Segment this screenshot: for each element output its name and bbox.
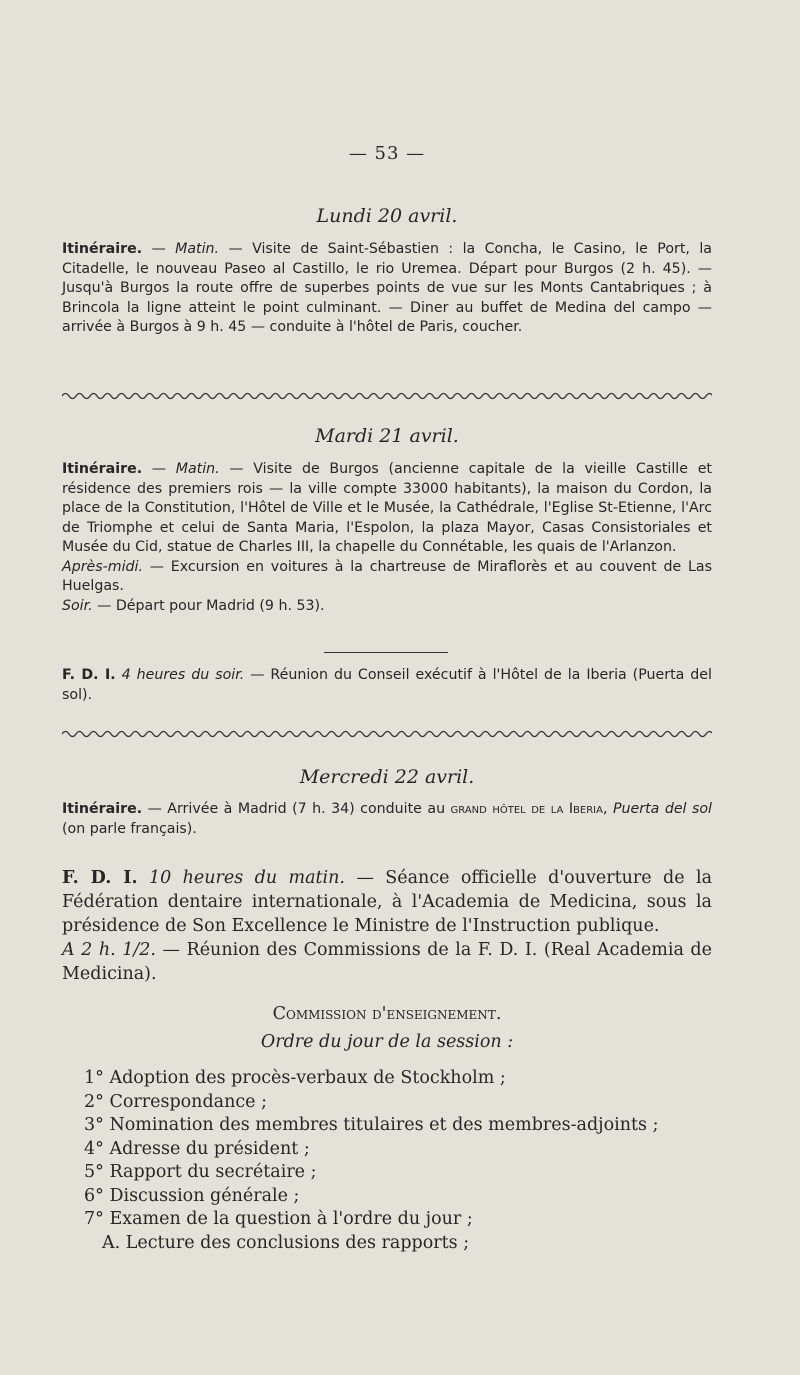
- agenda-list: [62, 1067, 712, 1255]
- fdi-time: 10 heures du matin.: [137, 868, 345, 888]
- list-item: A. Lecture des conclusions des rapports ;: [102, 1232, 470, 1253]
- dash: —: [142, 461, 176, 477]
- itinerary-label: Itinéraire.: [62, 461, 143, 477]
- apres-midi-text: — Excursion en voitures à la chartreuse de Miraflorès et au couvent de Las Huelgas.: [62, 558, 712, 594]
- day3-fdi-paragraph: [62, 866, 712, 986]
- day3-text1: — Arrivée à Madrid (7 h. 34) conduite au: [147, 801, 451, 817]
- list-item: 3° Nomination des membres titulaires et des membres-adjoints ;: [84, 1115, 659, 1135]
- agenda-heading: Ordre du jour de la session :: [260, 1032, 514, 1052]
- apres-midi-label: Après-midi.: [62, 558, 144, 575]
- puerta-del-sol: Puerta del sol: [607, 801, 713, 817]
- list-item: 5° Rapport du secrétaire ;: [84, 1162, 317, 1182]
- day3-paragraph: [62, 800, 712, 839]
- a-time: A 2 h. 1/2.: [62, 940, 156, 960]
- dash: —: [142, 241, 176, 257]
- list-item: 1° Adoption des procès-verbaux de Stockholm ;: [84, 1068, 506, 1088]
- day1-paragraph: [62, 240, 712, 338]
- day2-fdi-paragraph: [62, 666, 712, 705]
- matin-label: Matin.: [175, 241, 220, 257]
- list-item: 4° Adresse du président ;: [84, 1138, 310, 1159]
- fdi-time: 4 heures du soir.: [115, 667, 245, 683]
- day-heading-monday: Lundi 20 avril.: [316, 205, 458, 227]
- day-heading-tuesday: Mardi 21 avril.: [315, 425, 459, 447]
- fdi-text: — Réunion du Conseil exécutif à l'Hôtel de la Iberia (Puerta del sol).: [62, 667, 712, 703]
- soir-text: — Départ pour Madrid (9 h. 53).: [92, 597, 325, 614]
- wavy-divider: [62, 728, 712, 740]
- day2-text: — Visite de Burgos (ancienne capitale de la vieille Castille et résidence des premiers rois — la ville compte 33000 habitants), la maison du Cordon, la place de la Constitution, l'Hôtel de Ville et le Musée, la Cathédrale, l'Eglise St-Etienne, l'Arc de Triomphe et celui de Santa Maria, l'Espolon, la plaza Mayor, Casas Consistoriales et Musée du Cid, statue de Charles III, la chapelle du Connétable, les quais de l'Arlanzon.: [62, 461, 712, 555]
- day1-text: — Visite de Saint-Sébastien : la Concha, le Casino, le Port, la Citadelle, le nouveau Paseo al Castillo, le rio Uremea. Départ pour Burgos (2 h. 45). — Jusqu'à Burgos la route offre de superbes points de vue sur les Monts Cantabriques ; à Brincola la ligne atteint le point culminant. — Diner au buffet de Medina del campo — arrivée à Burgos à 9 h. 45 — conduite à l'hôtel de Paris, coucher.: [62, 241, 712, 335]
- commission-heading: Commission d'enseignement.: [272, 1004, 502, 1024]
- matin-label: Matin.: [175, 461, 220, 477]
- day2-paragraph: [62, 460, 712, 616]
- soir-label: Soir.: [62, 597, 93, 614]
- day-heading-wednesday: Mercredi 22 avril.: [299, 766, 475, 788]
- fdi-label: F. D. I.: [62, 667, 116, 683]
- list-item: 7° Examen de la question à l'ordre du jour ;: [84, 1209, 473, 1229]
- wavy-divider: [62, 390, 712, 402]
- fdi-label: F. D. I.: [62, 868, 138, 888]
- day3-text2: (on parle français).: [62, 820, 197, 837]
- a-text: — Réunion des Commissions de la F. D. I. (Real Academia de Medicina).: [62, 940, 712, 984]
- fdi-text: — Séance officielle d'ouverture de la Fédération dentaire internationale, à l'Academia de Medicina, sous la présidence de Son Excellence le Ministre de l'Instruction publique.: [62, 868, 712, 936]
- page-number: — 53 —: [348, 143, 426, 164]
- hotel-name: grand hôtel de la Iberia,: [450, 801, 608, 817]
- itinerary-label: Itinéraire.: [62, 801, 143, 817]
- list-item: 2° Correspondance ;: [84, 1091, 267, 1112]
- itinerary-label: Itinéraire.: [62, 241, 143, 257]
- list-item: 6° Discussion générale ;: [84, 1185, 300, 1206]
- short-rule: [324, 652, 448, 653]
